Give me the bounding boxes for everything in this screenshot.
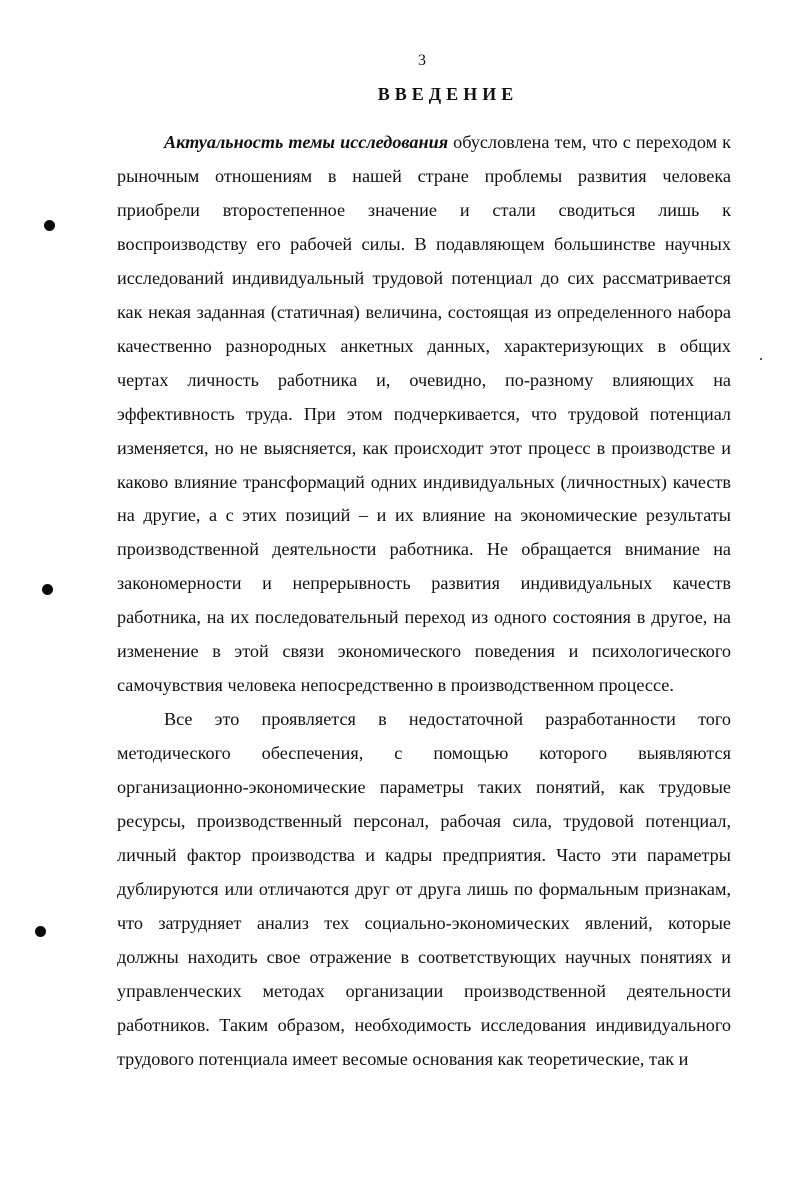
paragraph-relevance (117, 126, 731, 703)
binder-hole-top (44, 220, 55, 231)
paragraph-text: обусловлена тем, что с переходом к рыночным отношениям в нашей стране проблемы развития человека приобрели второстепенное значение и стали сводиться лишь к воспроизводству его рабочей силы. В подавляющем большинстве научных исследований индивидуальный трудовой потенциал до сих рассматривается как некая заданная (статичная) величина, состоящая из определенного набора качественно разнородных анкетных данных, характеризующих в общих чертах личность работника и, очевидно, по-разному влияющих на эффективность труда. При этом подчеркивается, что трудовой потенциал изменяется, но не выясняется, как происходит этот процесс в производстве и каково влияние трансформаций одних индивидуальных (личностных) качеств на другие, а с этих позиций – и их влияние на экономические результаты производственной деятельности работника. Не обращается внимание на закономерности и непрерывность развития индивидуальных качеств работника, на их последовательный переход из одного состояния в другое, на изменение в этой связи экономического поведения и психологического самочувствия человека непосредственно в производственном процессе. (117, 132, 731, 696)
paragraph-lead: Актуальность темы исследования (164, 132, 449, 152)
binder-hole-middle (42, 584, 53, 595)
scan-speck (760, 358, 762, 360)
paragraph-methodology: Все это проявляется в недостаточной разработанности того методического обеспечения, с помощью которого выявляются организационно-экономические параметры таких понятий, как трудовые ресурсы, производственный персонал, рабочая сила, трудовой потенциал, личный фактор производства и кадры предприятия. Часто эти параметры дублируются или отличаются друг от друга лишь по формальным признакам, что затрудняет анализ тех социально-экономических явлений, которые должны находить свое отражение в соответствующих научных понятиях и управленческих методах организации производственной деятельности работников. Таким образом, необходимость исследования индивидуального трудового потенциала имеет весомые основания как теоретические, так и (117, 709, 731, 1069)
section-title: ВВЕДЕНИЕ (377, 84, 519, 104)
page-number: 3 (418, 52, 426, 69)
binder-hole-bottom (35, 926, 46, 937)
document-body (117, 126, 731, 1077)
